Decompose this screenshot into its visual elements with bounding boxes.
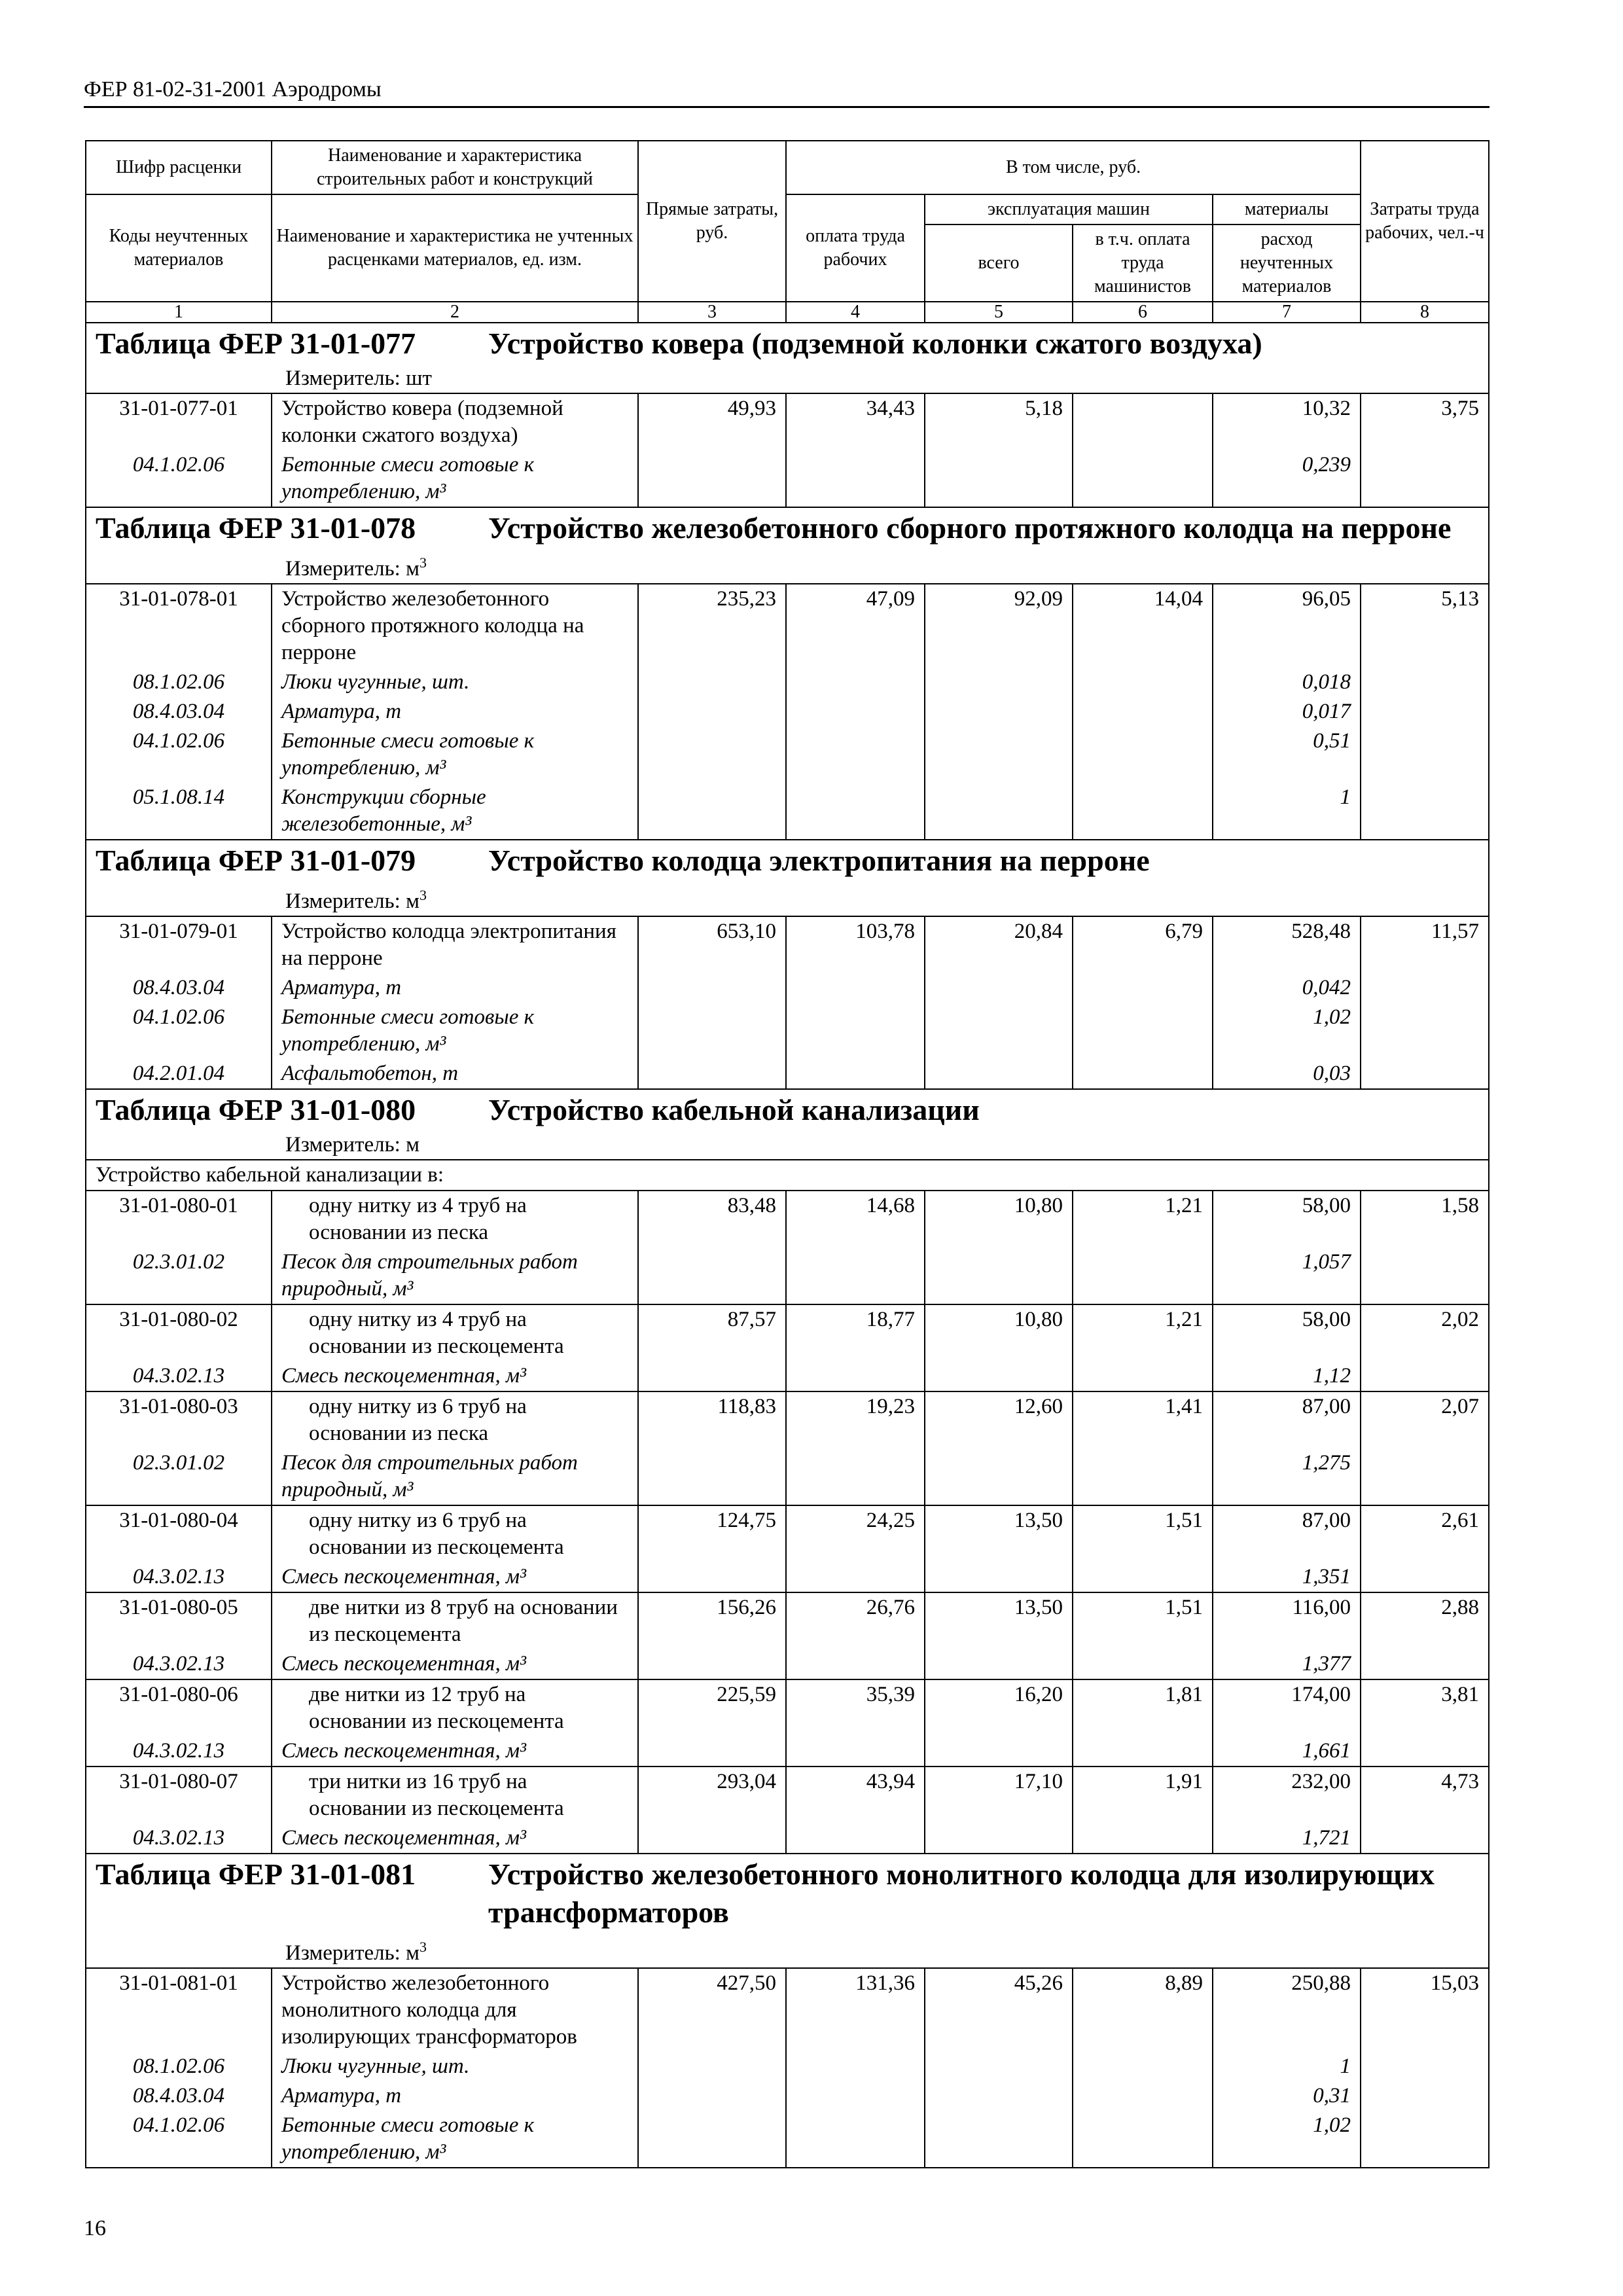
material-row: 04.1.02.06 Бетонные смеси готовые к употреблению, м³ 0,239 bbox=[86, 450, 1489, 507]
table-row: 31-01-077-01 Устройство ковера (подземной колонки сжатого воздуха) 49,93 34,43 5,18 10,32 3,75 bbox=[86, 393, 1489, 450]
table-row: 31-01-080-07 три нитки из 16 труб на основании из пескоцемента 293,04 43,94 17,10 1,91 232,00 4,73 bbox=[86, 1767, 1489, 1823]
colnum: 7 bbox=[1213, 302, 1361, 323]
colnum: 3 bbox=[638, 302, 786, 323]
material-row: 08.4.03.04 Арматура, т 0,31 bbox=[86, 2081, 1489, 2111]
material-row: 04.1.02.06 Бетонные смеси готовые к употреблению, м³ 1,02 bbox=[86, 1003, 1489, 1059]
colnum: 2 bbox=[272, 302, 638, 323]
table-row: 31-01-078-01 Устройство железобетонного сборного протяжного колодца на перроне 235,23 47,09 92,09 14,04 96,05 5,13 bbox=[86, 584, 1489, 668]
table-title: Таблица ФЕР 31-01-077 Устройство ковера (подземной колонки сжатого воздуха) bbox=[86, 323, 1489, 364]
table-row: 31-01-080-04 одну нитку из 6 труб на основании из пескоцемента 124,75 24,25 13,50 1,51 87,00 2,61 bbox=[86, 1505, 1489, 1562]
material-row: 05.1.08.14 Конструкции сборные железобетонные, м³ 1 bbox=[86, 783, 1489, 840]
table-row: 31-01-080-01 одну нитку из 4 труб на основании из песка 83,48 14,68 10,80 1,21 58,00 1,58 bbox=[86, 1191, 1489, 1247]
header-machines: эксплуатация машин bbox=[925, 194, 1213, 224]
table-title: Таблица ФЕР 31-01-081 Устройство железобетонного монолитного колодца для изолирующих трансформаторов bbox=[86, 1854, 1489, 1933]
header-mach-total: всего bbox=[925, 224, 1073, 302]
rates-table bbox=[85, 140, 1489, 2168]
table-title: Таблица ФЕР 31-01-079 Устройство колодца электропитания на перроне bbox=[86, 840, 1489, 881]
material-row: 04.3.02.13 Смесь пескоцементная, м³ 1,377 bbox=[86, 1649, 1489, 1679]
colnum: 6 bbox=[1073, 302, 1213, 323]
unit-row: Измеритель: шт bbox=[86, 364, 1489, 393]
header-hours: Затраты труда рабочих, чел.-ч bbox=[1361, 141, 1489, 302]
unit-row: Измеритель: $м^3$ bbox=[86, 1933, 1489, 1968]
group-caption: Устройство кабельной канализации в: bbox=[86, 1160, 1489, 1191]
unit-row: Измеритель: м bbox=[86, 1130, 1489, 1160]
material-row: 02.3.01.02 Песок для строительных работ природный, м³ 1,057 bbox=[86, 1247, 1489, 1304]
page-header: ФЕР 81-02-31-2001 Аэродромы bbox=[84, 77, 1489, 108]
material-row: 08.4.03.04 Арматура, т 0,017 bbox=[86, 697, 1489, 726]
header-mat-codes: Коды неучтенных материалов bbox=[86, 194, 272, 302]
material-row: 04.1.02.06 Бетонные смеси готовые к употреблению, м³ 1,02 bbox=[86, 2111, 1489, 2168]
header-name: Наименование и характеристика строительных работ и конструкций bbox=[272, 141, 638, 194]
material-row: 08.4.03.04 Арматура, т 0,042 bbox=[86, 973, 1489, 1003]
header-mach-labor: в т.ч. оплата труда машинистов bbox=[1073, 224, 1213, 302]
table-title: Таблица ФЕР 31-01-078 Устройство железобетонного сборного протяжного колодца на перроне bbox=[86, 507, 1489, 548]
colnum: 1 bbox=[86, 302, 272, 323]
colnum: 5 bbox=[925, 302, 1073, 323]
header-direct: Прямые затраты, руб. bbox=[638, 141, 786, 302]
material-row: 04.3.02.13 Смесь пескоцементная, м³ 1,661 bbox=[86, 1736, 1489, 1767]
unit-row: Измеритель: $м^3$ bbox=[86, 881, 1489, 916]
material-row: 08.1.02.06 Люки чугунные, шт. 1 bbox=[86, 2052, 1489, 2081]
header-mat-usage: расход неучтенных материалов bbox=[1213, 224, 1361, 302]
header-materials: материалы bbox=[1213, 194, 1361, 224]
colnum: 8 bbox=[1361, 302, 1489, 323]
header-group: В том числе, руб. bbox=[786, 141, 1361, 194]
page-number: 16 bbox=[84, 2216, 106, 2240]
header-labor: оплата труда рабочих bbox=[786, 194, 925, 302]
unit-row: Измеритель: $м^3$ bbox=[86, 548, 1489, 584]
colnum: 4 bbox=[786, 302, 925, 323]
table-title: Таблица ФЕР 31-01-080 Устройство кабельной канализации bbox=[86, 1089, 1489, 1130]
material-row: 04.3.02.13 Смесь пескоцементная, м³ 1,351 bbox=[86, 1562, 1489, 1592]
table-row: 31-01-080-02 одну нитку из 4 труб на основании из пескоцемента 87,57 18,77 10,80 1,21 58,00 2,02 bbox=[86, 1304, 1489, 1361]
table-row: 31-01-079-01 Устройство колодца электропитания на перроне 653,10 103,78 20,84 6,79 528,48 11,57 bbox=[86, 916, 1489, 973]
material-row: 08.1.02.06 Люки чугунные, шт. 0,018 bbox=[86, 668, 1489, 697]
material-row: 02.3.01.02 Песок для строительных работ природный, м³ 1,275 bbox=[86, 1448, 1489, 1505]
table-row: 31-01-080-05 две нитки из 8 труб на основании из пескоцемента 156,26 26,76 13,50 1,51 116,00 2,88 bbox=[86, 1592, 1489, 1649]
material-row: 04.3.02.13 Смесь пескоцементная, м³ 1,12 bbox=[86, 1361, 1489, 1391]
material-row: 04.1.02.06 Бетонные смеси готовые к употреблению, м³ 0,51 bbox=[86, 726, 1489, 783]
table-row: 31-01-081-01 Устройство железобетонного монолитного колодца для изолирующих трансформаторов 427,50 131,36 45,26 8,89 250,88 15,03 bbox=[86, 1968, 1489, 2052]
table-row: 31-01-080-03 одну нитку из 6 труб на основании из песка 118,83 19,23 12,60 1,41 87,00 2,07 bbox=[86, 1391, 1489, 1448]
table-row: 31-01-080-06 две нитки из 12 труб на основании из пескоцемента 225,59 35,39 16,20 1,81 174,00 3,81 bbox=[86, 1679, 1489, 1736]
header-mat-names: Наименование и характеристика не учтенных расценками материалов, ед. изм. bbox=[272, 194, 638, 302]
material-row: 04.3.02.13 Смесь пескоцементная, м³ 1,721 bbox=[86, 1823, 1489, 1854]
header-code: Шифр расценки bbox=[86, 141, 272, 194]
material-row: 04.2.01.04 Асфальтобетон, т 0,03 bbox=[86, 1059, 1489, 1089]
